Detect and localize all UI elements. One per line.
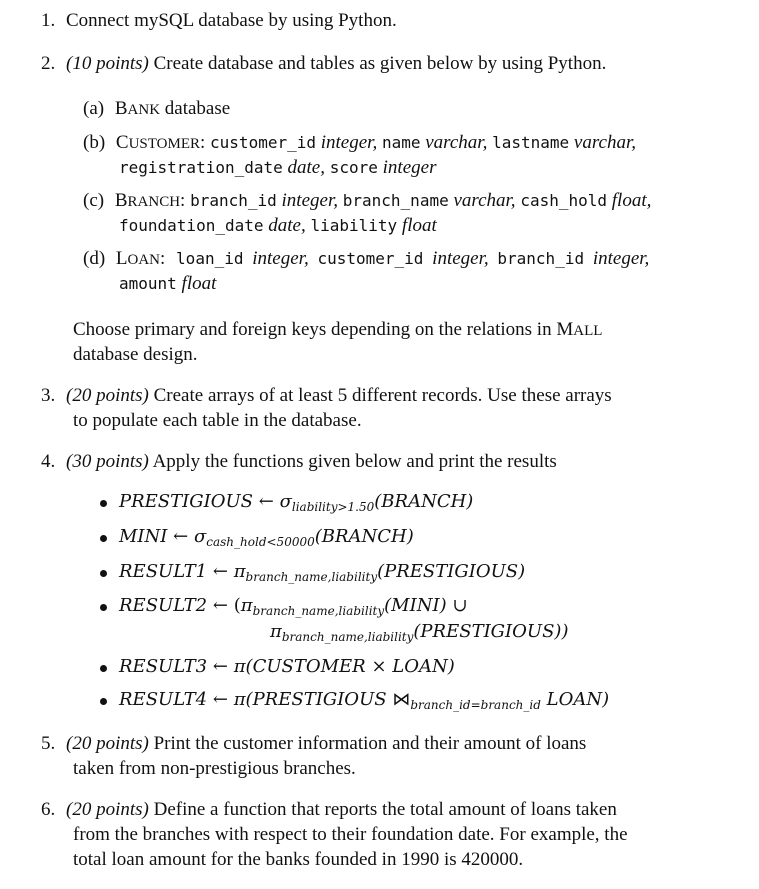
subitem-label: (b) <box>83 132 106 153</box>
expression-mini: MINI ← $\sigma_{cash\_hold<50000}(BRANCH)$ <box>119 526 414 549</box>
item-2 <box>41 52 606 76</box>
field-type: integer, <box>592 248 650 269</box>
field-name: branch_id <box>497 249 585 268</box>
item-number: 2. <box>41 53 56 74</box>
field-name: liability <box>310 216 398 235</box>
item-number: 6. <box>41 799 56 820</box>
item-number: 5. <box>41 733 56 754</box>
field-name: score <box>329 158 378 177</box>
item-number: 4. <box>41 451 56 472</box>
item-3-cont: to populate each table in the database. <box>73 410 362 431</box>
expression-result4: RESULT4 ← π(PRESTIGIOUS $⋈_{branch\_id=branch\_id}$ LOAN) <box>119 689 610 712</box>
item-text: Print the customer information and their amount of loans <box>153 733 587 754</box>
field-type: varchar, <box>573 132 636 153</box>
field-type: float, <box>611 190 652 211</box>
field-name: branch_name <box>342 191 449 210</box>
field-type: integer, <box>320 132 378 153</box>
field-name: lastname <box>492 133 570 152</box>
item-4 <box>41 450 557 474</box>
expression-result1: RESULT1 ← $\pi_{branch\_name,liability}(PRESTIGIOUS)$ <box>119 561 526 584</box>
subitem-label: (d) <box>83 248 106 269</box>
table-name: BANK <box>114 98 161 119</box>
item-number: 3. <box>41 385 56 406</box>
subitem-label: (a) <box>83 98 105 119</box>
item-text: Define a function that reports the total amount of loans taken <box>153 799 617 820</box>
bullet-icon <box>100 535 107 542</box>
field-type: float <box>401 215 437 236</box>
field-name: customer_id <box>210 133 316 152</box>
subitem-c <box>83 189 651 214</box>
subitem-label: (c) <box>83 190 105 211</box>
item-points: (20 points) <box>66 799 149 820</box>
bullet-icon <box>100 500 107 507</box>
item-6-cont-2: total loan amount for the banks founded in 1990 is 420000. <box>73 849 524 870</box>
field-type: date, <box>287 157 325 178</box>
subitem-b-cont <box>119 156 436 180</box>
expression-result3: RESULT3 ← π(CUSTOMER × LOAN) <box>119 656 455 677</box>
item-5-cont: taken from non-prestigious branches. <box>73 758 356 779</box>
keys-paragraph-line-1: Choose primary and foreign keys depending on the relations in MALL <box>73 319 603 340</box>
field-type: integer, <box>281 190 338 211</box>
subitem-d <box>83 247 649 272</box>
item-6 <box>41 798 617 822</box>
table-name: LOAN: <box>115 248 166 269</box>
subitem-a <box>83 97 230 122</box>
field-type: float <box>181 273 217 294</box>
subitem-b <box>83 131 636 156</box>
field-name: foundation_date <box>119 216 264 235</box>
database-name: MALL <box>556 319 603 340</box>
field-type: varchar, <box>453 190 516 211</box>
field-type: integer, <box>252 248 309 269</box>
field-name: cash_hold <box>520 191 608 210</box>
bullet-icon <box>100 570 107 577</box>
expression-prestigious: PRESTIGIOUS ← $\sigma_{liability>1.50}(BRANCH)$ <box>119 491 474 514</box>
item-6-cont-1: from the branches with respect to their foundation date. For example, the <box>73 824 628 845</box>
field-name: customer_id <box>317 249 424 268</box>
field-name: branch_id <box>190 191 277 210</box>
field-type: integer, <box>432 248 489 269</box>
item-points: (30 points) <box>66 451 149 472</box>
item-points: (20 points) <box>66 733 149 754</box>
item-text: Create arrays of at least 5 different records. Use these arrays <box>153 385 612 406</box>
field-name: registration_date <box>119 158 283 177</box>
subitem-text: database <box>164 98 231 119</box>
field-name: loan_id <box>176 249 244 268</box>
bullet-icon <box>100 604 107 611</box>
keys-paragraph-line-2: database design. <box>73 344 198 365</box>
expression-result2: RESULT2 ← ($\pi_{branch\_name,liability}(MINI)$ ∪ <box>119 595 468 618</box>
item-text: Create database and tables as given below by using Python. <box>153 53 607 74</box>
item-number: 1. <box>41 10 56 31</box>
table-name: CUSTOMER: <box>115 132 206 153</box>
expression-result2-cont: $\pi_{branch\_name,liability}(PRESTIGIOUS)$) <box>270 621 569 644</box>
subitem-c-cont <box>119 214 437 238</box>
subitem-d-cont <box>119 272 216 296</box>
field-type: date, <box>268 215 306 236</box>
item-1 <box>41 9 397 33</box>
field-name: name <box>381 133 421 152</box>
bullet-icon <box>100 698 107 705</box>
item-points: (10 points) <box>66 53 149 74</box>
item-3 <box>41 384 612 408</box>
item-text: Connect mySQL database by using Python. <box>66 10 397 31</box>
item-points: (20 points) <box>66 385 149 406</box>
item-text: Apply the functions given below and print the results <box>152 451 557 472</box>
table-name: BRANCH: <box>114 190 186 211</box>
item-5 <box>41 732 586 756</box>
field-type: integer <box>382 157 437 178</box>
field-name: amount <box>119 274 177 293</box>
bullet-icon <box>100 665 107 672</box>
field-type: varchar, <box>425 132 488 153</box>
